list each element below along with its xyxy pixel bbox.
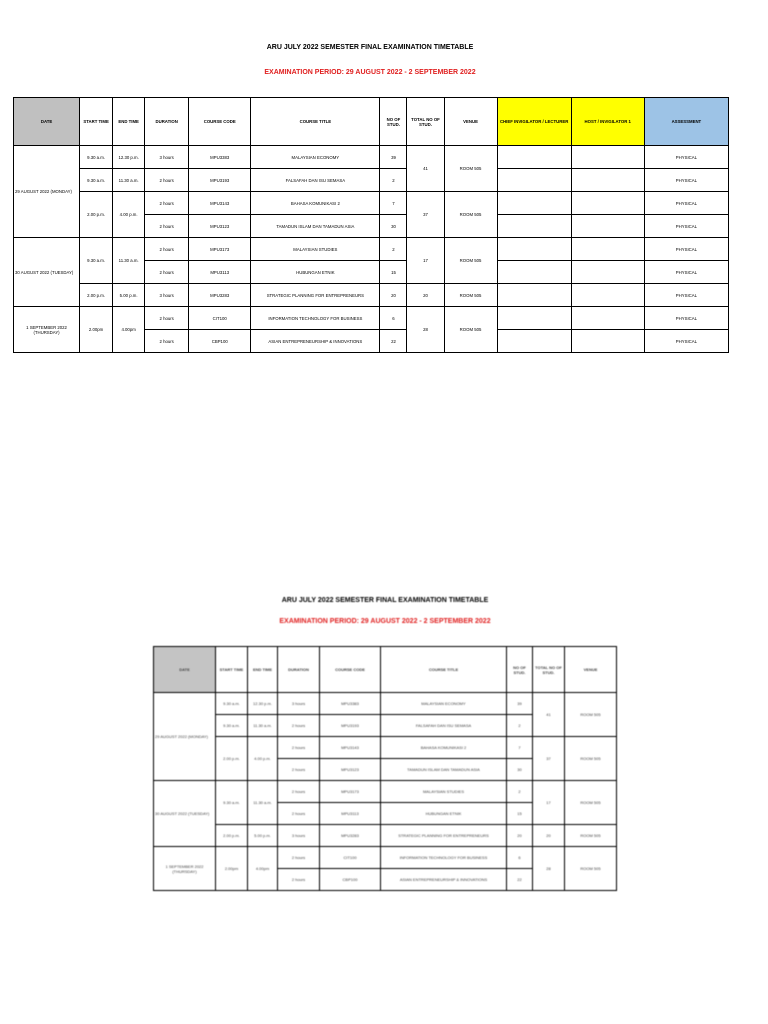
date-cell: 29 AUGUST 2022 (MONDAY) [154,693,216,781]
course-title-cell: HUBUNGAN ETNIK [251,261,380,284]
course-code-cell: MPU3383 [320,693,381,715]
header-host-invigilator: HOST / INVIGILATOR 1 [571,98,644,146]
host-invigilator-cell [571,238,644,261]
header-date: DATE [14,98,80,146]
course-code-cell: MPU3123 [320,759,381,781]
course-code-cell: MPU3283 [320,825,381,847]
table-row [154,693,617,715]
no-of-stud-cell: 2 [507,715,533,737]
assessment-cell: PHYSICAL [644,261,728,284]
no-of-stud-cell: 7 [507,737,533,759]
table-row [14,238,729,261]
end-time-cell: 11.30 a.m. [113,238,145,284]
course-title-cell: BAHASA KOMUNIKASI 2 [381,737,507,759]
course-title-cell: TAMADUN ISLAM DAN TAMADUN ASIA [381,759,507,781]
chief-invigilator-cell [497,215,571,238]
no-of-stud-cell: 2 [507,781,533,803]
header-no-of-stud: NO OF STUD. [507,647,533,693]
header-course-title: COURSE TITLE [381,647,507,693]
host-invigilator-cell [571,192,644,215]
start-time-cell: 9.30 a.m. [80,169,113,192]
header-no-of-stud: NO OF STUD. [380,98,407,146]
course-title-cell: BAHASA KOMUNIKASI 2 [251,192,380,215]
table-row [154,781,617,803]
chief-invigilator-cell [497,146,571,169]
venue-cell: ROOM 505 [444,307,497,353]
no-of-stud-cell: 15 [507,803,533,825]
course-title-cell: INFORMATION TECHNOLOGY FOR BUSINESS [251,307,380,330]
assessment-cell: PHYSICAL [644,215,728,238]
host-invigilator-cell [571,146,644,169]
no-of-stud-cell: 2 [380,169,407,192]
course-title-cell: FALSAFAH DAN ISU SEMASA [381,715,507,737]
total-stud-cell: 17 [407,238,444,284]
course-title-cell: ASIAN ENTREPRENEURSHIP & INNOVATIONS [381,869,507,891]
host-invigilator-cell [571,330,644,353]
end-time-cell: 5.00 p.m. [113,284,145,307]
course-title-cell: MALAYSIAN STUDIES [381,781,507,803]
table-row [14,307,729,330]
no-of-stud-cell: 2 [380,238,407,261]
duration-cell: 3 hours [278,693,320,715]
total-stud-cell: 28 [407,307,444,353]
total-stud-cell: 20 [533,825,565,847]
header-venue: VENUE [444,98,497,146]
exam-timetable [13,97,729,353]
exam-period: EXAMINATION PERIOD: 29 AUGUST 2022 - 2 SEPTEMBER 2022 [264,69,476,76]
course-code-cell: MPU3173 [189,238,251,261]
venue-cell: ROOM 505 [444,192,497,238]
venue-cell: ROOM 505 [565,825,617,847]
start-time-cell: 9.30 a.m. [216,715,248,737]
course-title-cell: TAMADUN ISLAM DAN TAMADUN ASIA [251,215,380,238]
course-title-cell: HUBUNGAN ETNIK [381,803,507,825]
date-cell: 30 AUGUST 2022 (TUESDAY) [154,781,216,847]
header-row [154,647,617,693]
duration-cell: 2 hours [278,847,320,869]
table-row [14,284,729,307]
start-time-cell: 9.30 a.m. [216,781,248,825]
chief-invigilator-cell [497,307,571,330]
course-code-cell: MPU3143 [189,192,251,215]
no-of-stud-cell: 39 [507,693,533,715]
duration-cell: 2 hours [278,737,320,759]
header-total-no-of-stud: TOTAL NO OF STUD. [533,647,565,693]
course-title-cell: STRATEGIC PLANNING FOR ENTREPRENEURS [381,825,507,847]
venue-cell: ROOM 505 [565,781,617,825]
course-code-cell: MPU3283 [189,284,251,307]
no-of-stud-cell: 30 [380,215,407,238]
chief-invigilator-cell [497,284,571,307]
table-row [154,847,617,869]
assessment-cell: PHYSICAL [644,307,728,330]
chief-invigilator-cell [497,238,571,261]
no-of-stud-cell: 6 [380,307,407,330]
chief-invigilator-cell [497,330,571,353]
end-time-cell: 4.00 p.m. [248,737,278,781]
host-invigilator-cell [571,215,644,238]
course-code-cell: CBP100 [320,869,381,891]
no-of-stud-cell: 22 [380,330,407,353]
end-time-cell: 12.30 p.m. [113,146,145,169]
chief-invigilator-cell [497,261,571,284]
end-time-cell: 11.30 a.m. [248,781,278,825]
venue-cell: ROOM 505 [444,238,497,284]
start-time-cell: 2.00 p.m. [80,284,113,307]
course-title-cell: FALSAFAH DAN ISU SEMASA [251,169,380,192]
start-time-cell: 9.30 a.m. [80,146,113,169]
course-title-cell: ASIAN ENTREPRENEURSHIP & INNOVATIONS [251,330,380,353]
host-invigilator-cell [571,284,644,307]
end-time-cell: 4.00pm [113,307,145,353]
chief-invigilator-cell [497,192,571,215]
chief-invigilator-cell [497,169,571,192]
course-code-cell: CIT100 [320,847,381,869]
course-title-cell: STRATEGIC PLANNING FOR ENTREPRENEURS [251,284,380,307]
no-of-stud-cell: 6 [507,847,533,869]
venue-cell: ROOM 505 [565,847,617,891]
no-of-stud-cell: 7 [380,192,407,215]
table-row [14,146,729,169]
start-time-cell: 2.00pm [216,847,248,891]
total-stud-cell: 41 [533,693,565,737]
venue-cell: ROOM 505 [565,737,617,781]
course-code-cell: MPU3113 [189,261,251,284]
date-cell: 1 SEPTEMBER 2022 (THURSDAY) [154,847,216,891]
host-invigilator-cell [571,261,644,284]
header-start-time: START TIME [80,98,113,146]
header-course-code: COURSE CODE [320,647,381,693]
preview-title: ARU JULY 2022 SEMESTER FINAL EXAMINATION TIMETABLE [281,597,489,604]
course-title-cell: MALAYSIAN ECONOMY [251,146,380,169]
host-invigilator-cell [571,169,644,192]
end-time-cell: 11.30 a.m. [113,169,145,192]
duration-cell: 2 hours [145,169,189,192]
duration-cell: 2 hours [145,330,189,353]
preview-exam-period: EXAMINATION PERIOD: 29 AUGUST 2022 - 2 SEPTEMBER 2022 [279,618,491,625]
header-row [14,98,729,146]
venue-cell: ROOM 505 [444,284,497,307]
venue-cell: ROOM 505 [565,693,617,737]
header-end-time: END TIME [248,647,278,693]
no-of-stud-cell: 30 [507,759,533,781]
course-code-cell: MPU3123 [189,215,251,238]
course-code-cell: MPU3173 [320,781,381,803]
duration-cell: 3 hours [145,284,189,307]
duration-cell: 3 hours [278,825,320,847]
date-cell: 1 SEPTEMBER 2022 (THURSDAY) [14,307,80,353]
assessment-cell: PHYSICAL [644,169,728,192]
start-time-cell: 2.00 p.m. [216,737,248,781]
duration-cell: 2 hours [278,781,320,803]
start-time-cell: 9.30 a.m. [216,693,248,715]
assessment-cell: PHYSICAL [644,146,728,169]
assessment-cell: PHYSICAL [644,238,728,261]
no-of-stud-cell: 22 [507,869,533,891]
start-time-cell: 2.00 p.m. [80,192,113,238]
start-time-cell: 2.00pm [80,307,113,353]
duration-cell: 2 hours [145,192,189,215]
end-time-cell: 5.00 p.m. [248,825,278,847]
no-of-stud-cell: 15 [380,261,407,284]
course-title-cell: MALAYSIAN STUDIES [251,238,380,261]
total-stud-cell: 37 [533,737,565,781]
header-assessment: ASSESSMENT [644,98,728,146]
no-of-stud-cell: 20 [507,825,533,847]
course-code-cell: CBP100 [189,330,251,353]
end-time-cell: 11.30 a.m. [248,715,278,737]
assessment-cell: PHYSICAL [644,284,728,307]
preview-timetable [153,646,617,891]
course-code-cell: CIT100 [189,307,251,330]
duration-cell: 2 hours [145,307,189,330]
start-time-cell: 2.00 p.m. [216,825,248,847]
duration-cell: 2 hours [278,759,320,781]
header-course-code: COURSE CODE [189,98,251,146]
date-cell: 30 AUGUST 2022 (TUESDAY) [14,238,80,307]
venue-cell: ROOM 505 [444,146,497,192]
header-duration: DURATION [145,98,189,146]
header-chief-invigilator: CHIEF INVIGILATOR / LECTURER [497,98,571,146]
table-row [154,825,617,847]
end-time-cell: 12.30 p.m. [248,693,278,715]
end-time-cell: 4.00 p.m. [113,192,145,238]
header-course-title: COURSE TITLE [251,98,380,146]
header-duration: DURATION [278,647,320,693]
header-end-time: END TIME [113,98,145,146]
duration-cell: 2 hours [278,715,320,737]
course-code-cell: MPU3143 [320,737,381,759]
table-row [14,169,729,192]
table-row [154,737,617,759]
course-code-cell: MPU3193 [189,169,251,192]
header-date: DATE [154,647,216,693]
course-title-cell: INFORMATION TECHNOLOGY FOR BUSINESS [381,847,507,869]
no-of-stud-cell: 39 [380,146,407,169]
duration-cell: 2 hours [145,261,189,284]
total-stud-cell: 28 [533,847,565,891]
duration-cell: 3 hours [145,146,189,169]
duration-cell: 2 hours [278,869,320,891]
assessment-cell: PHYSICAL [644,330,728,353]
course-title-cell: MALAYSIAN ECONOMY [381,693,507,715]
duration-cell: 2 hours [145,238,189,261]
date-cell: 29 AUGUST 2022 (MONDAY) [14,146,80,238]
total-stud-cell: 17 [533,781,565,825]
total-stud-cell: 20 [407,284,444,307]
table-row [14,192,729,215]
header-start-time: START TIME [216,647,248,693]
start-time-cell: 9.30 a.m. [80,238,113,284]
course-code-cell: MPU3383 [189,146,251,169]
course-code-cell: MPU3193 [320,715,381,737]
timetable-title: ARU JULY 2022 SEMESTER FINAL EXAMINATION TIMETABLE [266,44,474,51]
header-total-no-of-stud: TOTAL NO OF STUD. [407,98,444,146]
duration-cell: 2 hours [145,215,189,238]
total-stud-cell: 37 [407,192,444,238]
duration-cell: 2 hours [278,803,320,825]
total-stud-cell: 41 [407,146,444,192]
no-of-stud-cell: 20 [380,284,407,307]
course-code-cell: MPU3113 [320,803,381,825]
host-invigilator-cell [571,307,644,330]
header-venue: VENUE [565,647,617,693]
assessment-cell: PHYSICAL [644,192,728,215]
end-time-cell: 4.00pm [248,847,278,891]
